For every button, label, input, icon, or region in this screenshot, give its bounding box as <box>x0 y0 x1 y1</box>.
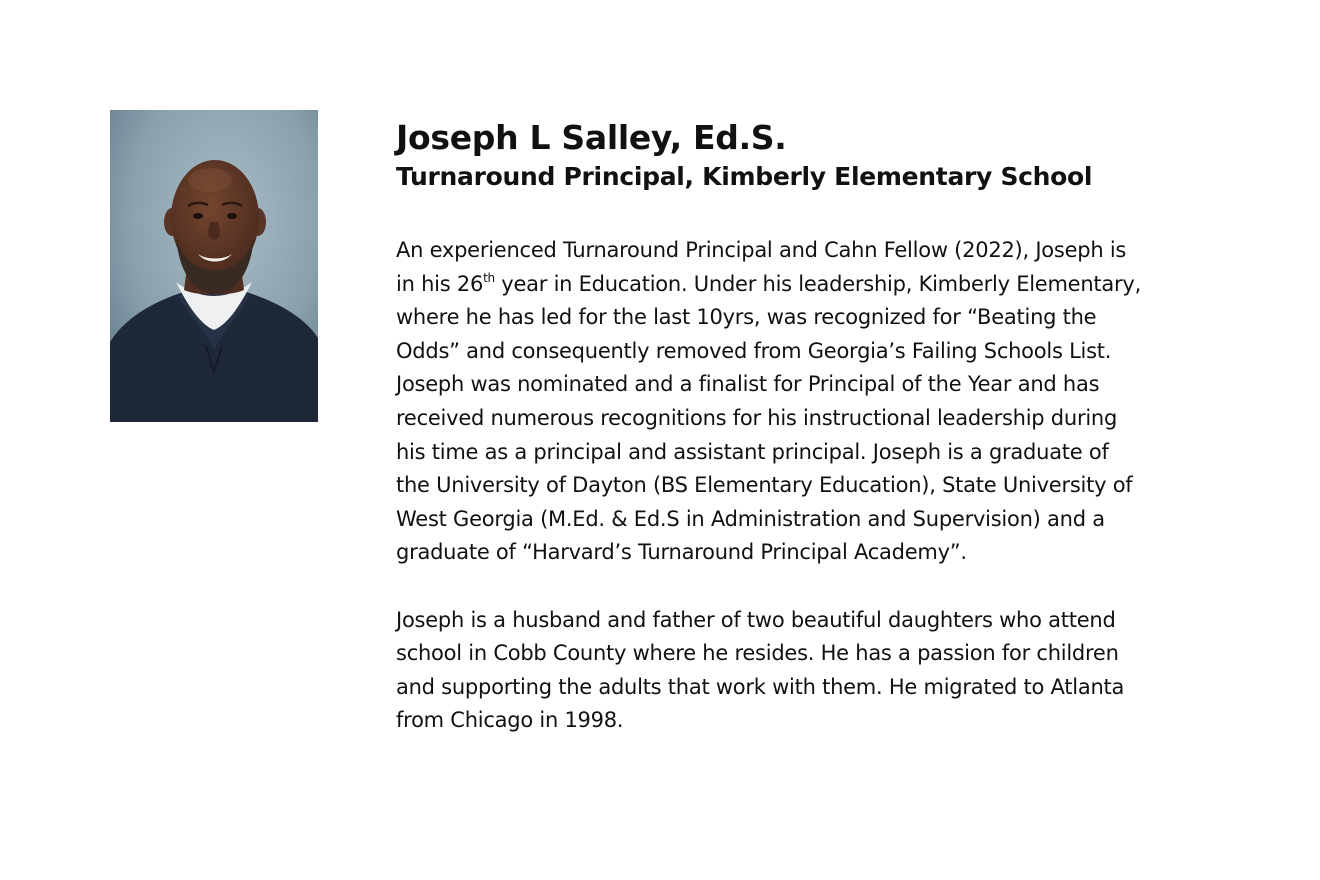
bio-line: from Chicago in 1998. <box>396 708 624 733</box>
bio-line: his time as a principal and assistant principal. Joseph is a graduate of <box>396 439 1109 464</box>
bio-line-part: year in Education. Under his leadership, Kimberly Elementary, <box>494 271 1141 296</box>
bio-paragraph-2 <box>396 604 1226 738</box>
bio-line: West Georgia (M.Ed. & Ed.S in Administration and Supervision) and a <box>396 506 1105 531</box>
bio-line-part: in his 26 <box>396 271 484 296</box>
portrait-photo <box>110 110 318 422</box>
bio-line: Joseph was nominated and a finalist for Principal of the Year and has <box>396 372 1100 397</box>
bio-line: An experienced Turnaround Principal and Cahn Fellow (2022), Joseph is <box>396 238 1127 262</box>
ordinal-suffix: th <box>483 270 495 285</box>
bio-line: and supporting the adults that work with them. He migrated to Atlanta <box>396 674 1125 699</box>
bio-line: where he has led for the last 10yrs, was recognized for “Beating the <box>396 305 1097 330</box>
bio-line: Odds” and consequently removed from Georgia’s Failing Schools List. <box>396 338 1112 363</box>
profile-content <box>396 116 1226 738</box>
profile-name: Joseph L Salley, Ed.S. <box>396 118 787 157</box>
bio-line: Joseph is a husband and father of two beautiful daughters who attend <box>396 607 1116 632</box>
portrait-image <box>110 110 318 422</box>
paragraph-gap <box>396 570 1226 604</box>
profile-title: Turnaround Principal, Kimberly Elementary School <box>396 162 1093 191</box>
bio-line: the University of Dayton (BS Elementary Education), State University of <box>396 473 1133 498</box>
bio-line: received numerous recognitions for his instructional leadership during <box>396 405 1118 430</box>
bio-line: graduate of “Harvard’s Turnaround Principal Academy”. <box>396 540 967 565</box>
bio-paragraph-1 <box>396 234 1226 570</box>
bio-line: school in Cobb County where he resides. He has a passion for children <box>396 641 1119 666</box>
bio-line <box>396 268 1226 302</box>
